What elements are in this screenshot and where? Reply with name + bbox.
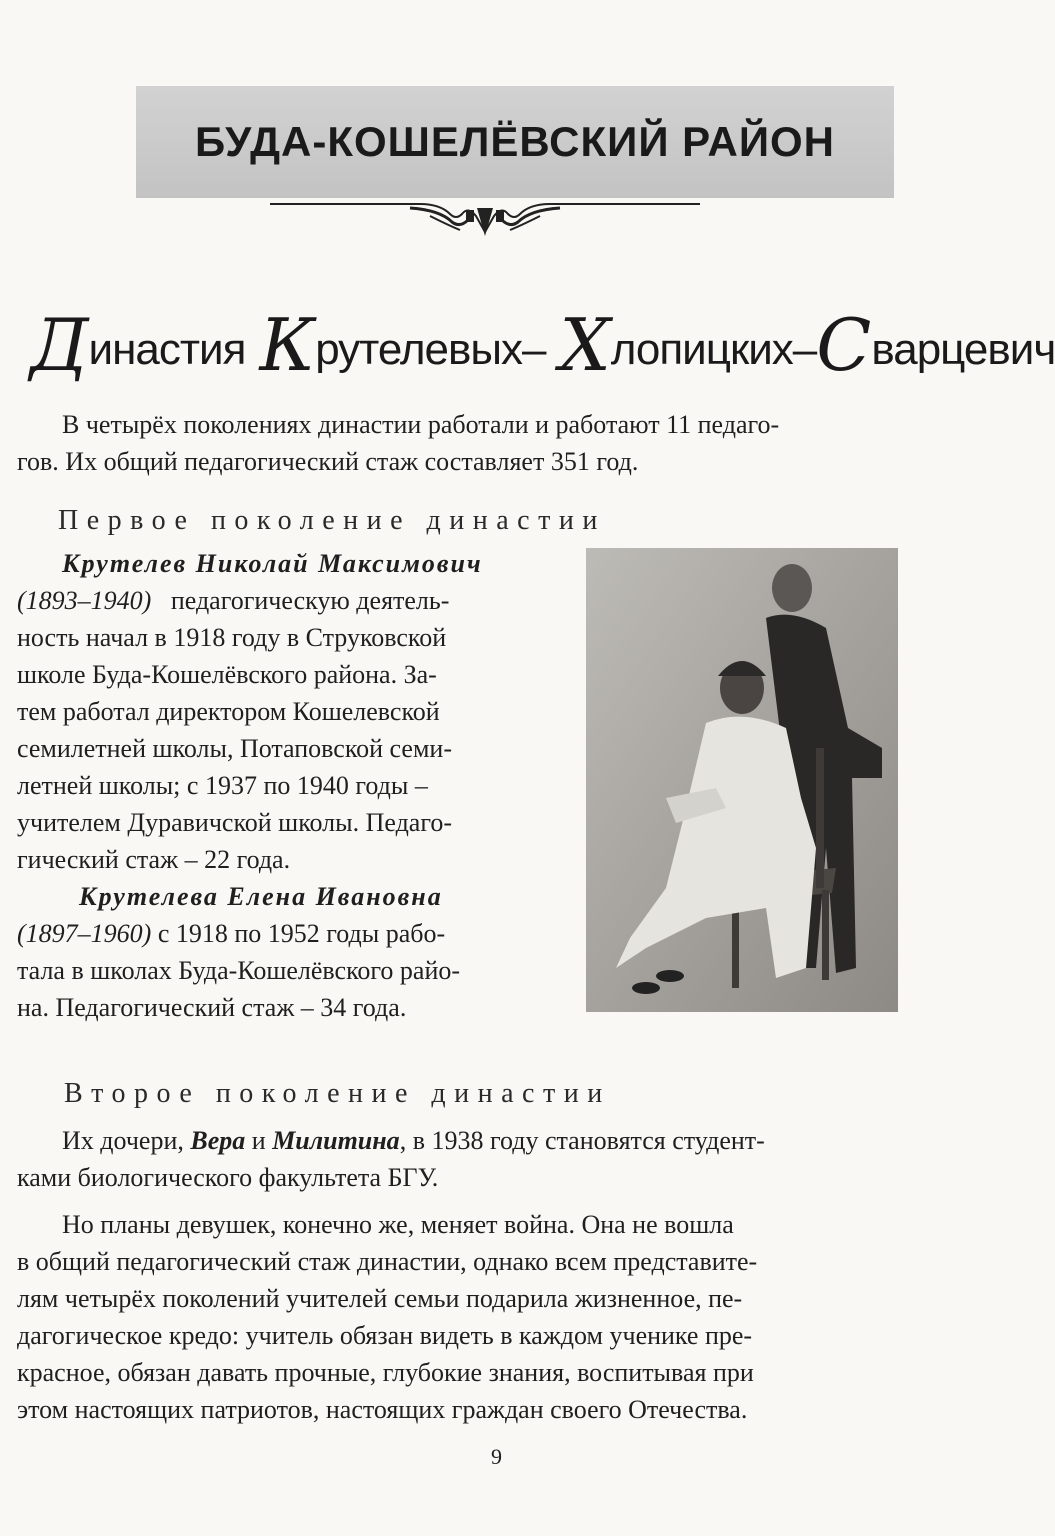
person1-line-3: школе Буда-Кошелёвского района. За- <box>17 660 437 689</box>
person2-line-3: на. Педагогический стаж – 34 года. <box>17 993 407 1022</box>
p2-line-1: Но планы девушек, конечно же, меняет война. Она не вошла <box>62 1210 734 1239</box>
person2-name: Крутелева Елена Ивановна <box>79 882 443 911</box>
header-banner <box>136 86 894 198</box>
person2-years: (1897–1960) <box>17 919 152 948</box>
p1-text-and: и <box>245 1126 273 1155</box>
person2-line-2: тала в школах Буда-Кошелёвского райо- <box>17 956 461 985</box>
person1-line-7: учителем Дуравичской школы. Педаго- <box>17 808 453 837</box>
p2-line-6: этом настоящих патриотов, настоящих граждан своего Отечества. <box>17 1395 748 1424</box>
first-generation-heading: Первое поколение династии <box>58 505 606 536</box>
second-generation-text <box>17 1122 897 1428</box>
person1-line-2: ность начал в 1918 году в Струковской <box>17 623 447 652</box>
name-militina: Милитина <box>272 1126 400 1155</box>
person1-line-1: педагогическую деятель- <box>170 586 450 615</box>
intro-line-2: гов. Их общий педагогический стаж составляет 351 год. <box>17 447 639 476</box>
intro-paragraph <box>17 406 897 480</box>
p1-text-b: , в 1938 году становятся студент- <box>399 1126 765 1155</box>
person1-line-4: тем работал директором Кошелевской <box>17 697 440 726</box>
title-cap-2: К <box>259 303 316 387</box>
p2-line-2: в общий педагогический стаж династии, однако всем представите- <box>17 1247 758 1276</box>
person1-years: (1893–1940) <box>17 586 152 615</box>
title-word-1: инастия <box>88 325 246 374</box>
family-photo <box>586 548 898 1012</box>
person1-bio <box>17 545 539 878</box>
title-cap-3: Х <box>559 303 611 387</box>
p2-line-5: красное, обязан давать прочные, глубокие знания, воспитывая при <box>17 1358 754 1387</box>
title-word-4: варцевич <box>871 325 1055 374</box>
family-photo-illustration <box>586 548 898 1012</box>
title-cap-4: С <box>816 303 872 387</box>
title-word-2: рутелевых– <box>315 325 546 374</box>
person1-line-8: гический стаж – 22 года. <box>17 845 291 874</box>
p1-text-a: Их дочери, <box>62 1126 191 1155</box>
decorative-ornament-icon <box>270 196 700 246</box>
p2-line-4: дагогическое кредо: учитель обязан видеть в каждом ученике пре- <box>17 1321 753 1350</box>
title-word-3: лопицких– <box>610 325 817 374</box>
person1-line-5: семилетней школы, Потаповской семи- <box>17 734 452 763</box>
page-number: 9 <box>491 1444 502 1469</box>
person1-name: Крутелев Николай Максимович <box>62 549 483 578</box>
district-title: БУДА-КОШЕЛЁВСКИЙ РАЙОН <box>194 118 836 165</box>
p2-line-3: лям четырёх поколений учителей семьи подарила жизненное, пе- <box>17 1284 743 1313</box>
second-generation-heading: Второе поколение династии <box>64 1078 611 1109</box>
intro-line-1: В четырёх поколениях династии работали и работают 11 педаго- <box>62 410 780 439</box>
person2-line-1: с 1918 по 1952 годы рабо- <box>157 919 446 948</box>
p1-line-2: ками биологического факультета БГУ. <box>17 1163 439 1192</box>
name-vera: Вера <box>190 1126 246 1155</box>
title-cap-1: Д <box>30 303 89 387</box>
dynasty-title <box>30 300 1055 390</box>
person2-bio <box>17 878 539 1026</box>
person1-line-6: летней школы; с 1937 по 1940 годы – <box>17 771 428 800</box>
